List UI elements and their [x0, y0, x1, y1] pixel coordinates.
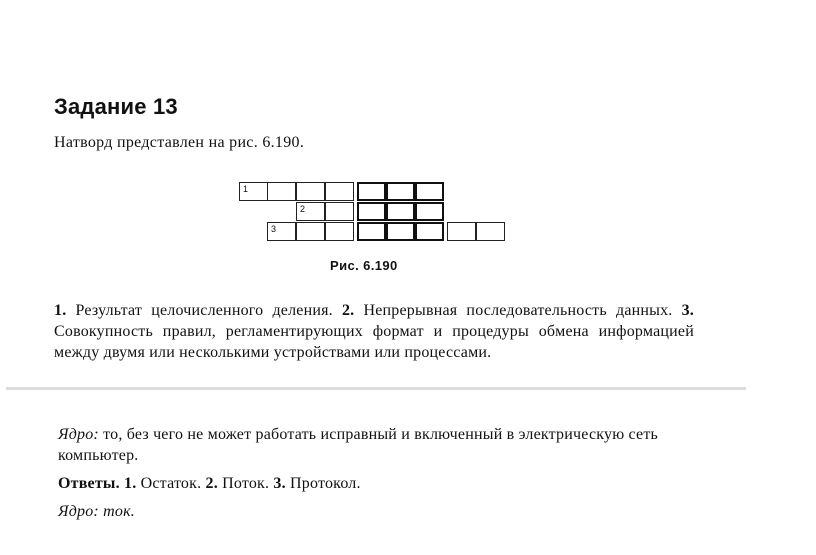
crossword-key-cell	[415, 182, 444, 201]
crossword-key-cell	[415, 202, 444, 221]
task-intro: Натворд представлен на рис. 6.190.	[54, 134, 305, 151]
core-answer	[58, 501, 698, 522]
answer-number: 1.	[124, 475, 137, 492]
answer-number: 2.	[205, 475, 218, 492]
crossword-cell	[296, 202, 325, 221]
answer-number: 3.	[273, 475, 286, 492]
crossword-cell	[447, 222, 476, 241]
crossword-key-cell	[357, 222, 386, 241]
crossword-cell	[296, 182, 325, 201]
clue-number: 2	[300, 204, 306, 214]
clue-text: Совокупность правил, регламентирующих формат и процедуры обмена информацией между двумя или несколькими устройствами или процессами.	[54, 323, 694, 361]
crossword-cell	[267, 222, 296, 241]
answers-block	[58, 424, 698, 529]
crossword-key-cell	[357, 202, 386, 221]
task-heading: Задание 13	[54, 94, 178, 119]
crossword-key-cell	[386, 222, 415, 241]
crossword-key-cell	[357, 182, 386, 201]
answer-text: Остаток.	[136, 475, 206, 492]
crossword-cell	[296, 222, 325, 241]
crossword-cell	[476, 222, 505, 241]
section-divider	[6, 387, 746, 390]
core-hint-label: Ядро:	[58, 426, 99, 443]
crossword-key-cell	[386, 202, 415, 221]
clue-text: Результат целочисленного деления.	[66, 302, 342, 319]
clue-number-label: 1.	[54, 302, 67, 319]
clue-number-label: 3.	[681, 302, 694, 319]
crossword-key-cell	[386, 182, 415, 201]
answers-line	[58, 473, 698, 494]
crossword-cell	[239, 182, 268, 201]
core-hint	[58, 424, 698, 466]
crossword-cell	[325, 202, 354, 221]
clue-list	[54, 300, 694, 363]
clue-text: Непрерывная последовательность данных.	[354, 302, 682, 319]
clue-number-label: 2.	[341, 302, 355, 319]
answers-label: Ответы.	[58, 475, 120, 492]
core-hint-text: то, без чего не может работать исправный и включенный в электрическую сеть компьютер.	[58, 426, 659, 464]
clue-number: 1	[243, 184, 249, 194]
answer-text: Поток.	[217, 475, 274, 492]
crossword-key-cell	[415, 222, 444, 241]
core-answer-text: Ядро: ток.	[58, 503, 135, 520]
figure-caption: Рис. 6.190	[330, 258, 398, 273]
crossword-cell	[325, 182, 354, 201]
crossword-cell	[267, 182, 296, 201]
clue-number: 3	[271, 224, 277, 234]
crossword-cell	[325, 222, 354, 241]
answer-text: Протокол.	[285, 475, 361, 492]
